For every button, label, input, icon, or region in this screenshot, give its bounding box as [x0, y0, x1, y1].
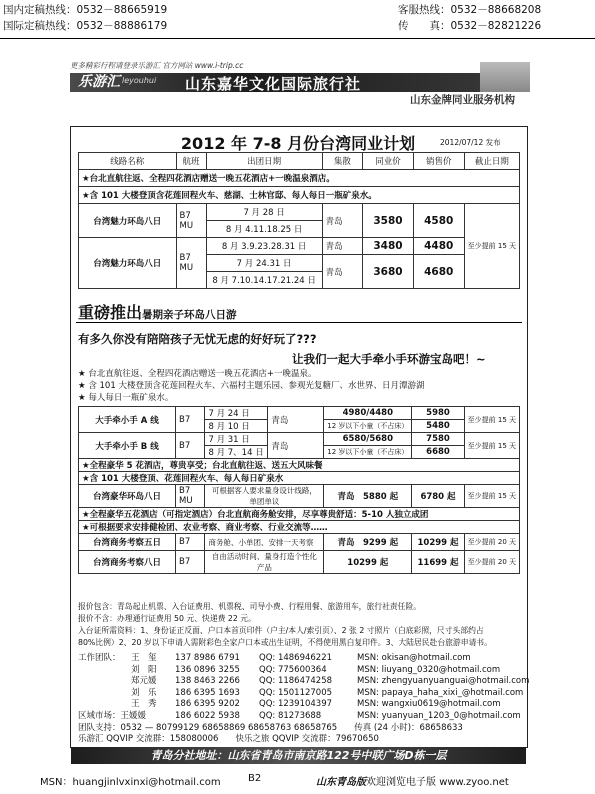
note-line: 80%比例）2、20 岁以下申请人需附彩色全家户口本或出生证明，不得使用黑白复印件。3、大陆居民赴台旅游申请书。 — [78, 638, 492, 647]
domestic-hotline — [3, 3, 167, 17]
intl-label: 国际定稿热线： — [3, 20, 77, 32]
contact-row — [131, 688, 523, 700]
contact-phone: 186 6395 1693 — [175, 687, 240, 698]
page-footer — [40, 773, 560, 788]
fax-line — [398, 19, 541, 33]
table-row — [79, 534, 520, 551]
business-note: ★全程豪华五花酒店（可指定酒店）台北直航商务舱安排，尽享尊贵舒适：5-10 人独立成团 — [79, 508, 520, 521]
table-row — [79, 238, 520, 255]
flight-code: MU — [179, 263, 194, 273]
retail-price: 6680 — [412, 446, 464, 459]
footer-right — [316, 773, 509, 788]
deadline: 至少提前 15 天 — [464, 433, 519, 459]
departure-date: 8 月 7、14 日 — [205, 446, 268, 459]
header-dates: 出团日期 — [206, 153, 322, 170]
domestic-phone: 0532－88665919 — [76, 4, 168, 16]
departure-date: 8 月 4.11.18.25 日 — [206, 221, 322, 238]
route-name: 台湾豪华环岛八日 — [79, 485, 176, 508]
welcome-text: 欢迎浏览电子版 — [366, 777, 436, 788]
route-name: 台湾魅力环岛八日 — [79, 204, 177, 238]
contact-msn: MSN: wangxiu0619@hotmail.com — [357, 699, 501, 709]
route-description — [205, 485, 324, 508]
service-hotline — [398, 3, 541, 17]
table-row — [79, 204, 520, 221]
flight-code: B7 — [176, 534, 205, 551]
contact-qq: QQ: 81273688 — [259, 711, 322, 721]
contact-row — [131, 653, 471, 665]
contact-row — [131, 699, 501, 711]
flight-code: B7 — [176, 407, 205, 433]
gather-city: 青岛 — [337, 538, 355, 548]
intl-hotline — [3, 19, 167, 33]
retail-price: 4480 — [413, 238, 464, 255]
contact-phone: 137 8986 6791 — [175, 653, 240, 663]
note-line: 报价不含：办理通行证费用 50 元、快递费 22 元。 — [78, 614, 256, 623]
promo-divider — [76, 322, 522, 323]
price-notes — [78, 601, 522, 649]
contact-qq: QQ: 1239104397 — [259, 699, 333, 709]
table-row — [79, 485, 520, 508]
peer-price: 10299 起 — [324, 551, 412, 574]
contact-msn: MSN: zhengyuanyuanguai@hotmail.com — [357, 676, 530, 686]
departure-date: 7 月 31 日 — [205, 433, 268, 446]
contact-qq: QQ: 1486946221 — [259, 653, 333, 663]
route-name: 台湾商务考察八日 — [79, 551, 176, 574]
page-number: B2 — [248, 773, 262, 784]
peer-price: 9299 起 — [363, 538, 399, 548]
table-row — [79, 551, 520, 574]
contact-name: 郑元媛 — [131, 676, 157, 686]
retail-price: 11699 起 — [412, 551, 464, 574]
contact-phone: 186 6022 5938 — [175, 711, 240, 721]
departure-date: 7 月 24 日 — [205, 407, 268, 420]
peer-price: 6580/5680 — [324, 433, 412, 446]
retail-price: 4680 — [413, 255, 464, 289]
deadline: 至少提前 15 天 — [464, 204, 519, 289]
promo-bullet: ★ 含 101 大楼登顶含花莲回程火车、六福村主题乐园、参观光复糖厂、水世界、日月潭游湖 — [78, 381, 425, 391]
contact-qq: QQ: 1186474258 — [259, 676, 333, 686]
contact-phone: 186 6395 9202 — [175, 699, 240, 709]
contact-row — [131, 676, 529, 688]
company-name: 山东嘉华文化国际旅行社 — [185, 75, 362, 93]
association-label: 山东金牌同业服务机构 — [410, 94, 515, 106]
description-line: 单团单议 — [249, 497, 280, 506]
peer-price: 3680 — [363, 255, 414, 289]
contact-name: 刘 阳 — [131, 664, 157, 675]
flight-codes — [176, 238, 206, 289]
route-name: 大手牵小手 B 线 — [79, 433, 176, 459]
header-city: 集散 — [322, 153, 362, 170]
qq-group-line: 乐游汇 QQVIP 交流群：158080006 快乐之旅 QQVIP 交流群：79670650 — [78, 734, 379, 744]
banner-tagline: 更多精彩行程请登录乐游汇 官方网站 www.i-trip.cc — [70, 61, 244, 70]
table-header-row — [79, 153, 520, 170]
group-support-line: 团队支持：0532 — 80799129 68658869 68658763 68658765 传真 (24 小时)：68658633 — [78, 722, 463, 733]
family-table — [78, 406, 520, 574]
contact-name: 刘 乐 — [131, 687, 157, 698]
peer-price-cell — [324, 485, 412, 508]
note-line: 入台证所需资料：1、身份证正反面、户口本首页印件（户主/本人/索引页）、2 张 2 寸照片（白底彩照，尺寸头部约占 — [78, 626, 484, 635]
header-divider — [0, 38, 595, 39]
business-note: ★可根据要求安排健检团、农业考察、商业考察、行业交流等…… — [79, 521, 520, 534]
promo-title: 重磅推出 — [78, 303, 143, 322]
peer-price-cell — [324, 534, 412, 551]
contact-block — [78, 653, 530, 746]
team-list — [78, 653, 530, 711]
temple-photo — [480, 62, 530, 92]
table-row — [79, 433, 520, 446]
contact-qq: QQ: 775600364 — [259, 664, 327, 675]
website-link[interactable]: www.zyoo.net — [439, 777, 509, 788]
flight-code: MU — [179, 220, 194, 231]
branch-address-bar: 青岛分社地址：山东省青岛市南京路122号中联广场D栋一层 — [71, 747, 526, 764]
gather-city: 青岛 — [322, 255, 362, 289]
header-route: 线路名称 — [79, 153, 177, 170]
contact-phone: 136 0896 3255 — [175, 664, 240, 675]
contact-qq: QQ: 1501127005 — [259, 687, 333, 698]
departure-date: 7 月 28 日 — [206, 204, 322, 221]
retail-price: 6780 起 — [412, 485, 464, 508]
header-retail-price: 销售价 — [413, 153, 464, 170]
route-description — [205, 551, 324, 574]
contact-name: 王 秀 — [131, 699, 157, 709]
gather-city: 青岛 — [337, 492, 355, 502]
flight-codes — [176, 204, 206, 238]
deadline: 至少提前 15 天 — [464, 485, 519, 508]
route-name: 台湾魅力环岛八日 — [79, 238, 177, 289]
contact-phone: 138 8463 2266 — [175, 676, 240, 686]
flight-code: MU — [179, 496, 193, 506]
header-deadline: 截止日期 — [464, 153, 519, 170]
departure-date: 8 月 7.10.14.17.21.24 日 — [206, 272, 322, 289]
company-banner — [70, 60, 525, 92]
route-description: 商务舱、小单团、安排一天考察 — [205, 534, 324, 551]
contact-msn: MSN: papaya_haha_xixi_@hotmail.com — [357, 687, 524, 698]
note-line: 报价包含：青岛起止机票、入台证费用、机票税、司导小费、行程用餐、旅游用车，旅行社责任险。 — [78, 602, 422, 611]
promo-answer: 让我们一起大手牵小手环游宝岛吧！~ — [292, 352, 486, 366]
description-line: 自由活动时间、量身打造个性化 — [211, 552, 317, 561]
deadline: 至少提前 20 天 — [464, 551, 519, 574]
header-peer-price: 同业价 — [363, 153, 414, 170]
flight-code: B7 — [176, 551, 205, 574]
fax-label: 传 真： — [398, 20, 451, 32]
gather-city: 青岛 — [268, 407, 324, 433]
route-name: 大手牵小手 A 线 — [79, 407, 176, 433]
page-title: 2012 年 7-8 月份台湾同业计划 — [180, 134, 416, 153]
deluxe-note: ★含 101 大楼登顶、花莲回程火车、每人每日矿泉水 — [79, 472, 520, 485]
flight-code: B7 — [179, 486, 191, 496]
child-note: 12 岁以下小童（不占床） — [324, 420, 412, 433]
description-line: 产品 — [256, 563, 272, 572]
brand-logo: 乐游汇 — [78, 74, 120, 90]
retail-price: 5980 — [412, 407, 464, 420]
retail-price: 7580 — [412, 433, 464, 446]
promo-bullet: ★ 每人每日一瓶矿泉水。 — [78, 393, 174, 403]
intl-phone: 0532－88886179 — [76, 20, 168, 32]
departure-date: 8 月 10 日 — [205, 420, 268, 433]
contact-row — [131, 665, 500, 677]
child-note: 12 岁以下小童（不占床） — [324, 446, 412, 459]
header-flight: 航班 — [176, 153, 206, 170]
deadline: 至少提前 15 天 — [464, 407, 519, 433]
gather-city: 青岛 — [322, 204, 362, 238]
promo-heading — [78, 300, 237, 323]
publish-date: 2012/07/12 发布 — [440, 138, 501, 147]
contact-msn: MSN: okisan@hotmail.com — [357, 653, 471, 663]
regional-contact — [78, 711, 524, 723]
team-label: 工作团队： — [78, 653, 121, 663]
deadline: 至少提前 20 天 — [464, 534, 519, 551]
regional-label: 区域市场：王媛媛 — [78, 711, 147, 721]
promo-bullets — [78, 368, 424, 404]
table-note-2: ★含 101 大楼登顶含花莲回程火车、慈湖、士林官邸、每人每日一瓶矿泉水。 — [79, 187, 520, 204]
peer-price: 3580 — [363, 204, 414, 238]
domestic-label: 国内定稿热线： — [3, 4, 77, 16]
peer-price: 3480 — [363, 238, 414, 255]
retail-price: 10299 起 — [412, 534, 464, 551]
gather-city: 青岛 — [322, 238, 362, 255]
deluxe-note: ★全程豪华 5 花酒店，尊贵享受；台北直航往返、送五大风味餐 — [79, 459, 520, 472]
retail-price: 4580 — [413, 204, 464, 238]
banner-bar — [70, 73, 525, 92]
promo-question: 有多久你没有陪陪孩子无忧无虑的好好玩了??? — [78, 332, 317, 346]
itinerary-table — [78, 152, 520, 289]
description-line: 可根据客人要求量身设计线路， — [211, 486, 317, 495]
flight-codes — [176, 485, 205, 508]
promo-bullet: ★ 台北直航往返、全程四花酒店赠送一晚五花酒店+一晚温泉。 — [78, 369, 317, 379]
footer-msn: MSN：huangjinlvxinxi@hotmail.com — [40, 777, 221, 788]
retail-price: 5480 — [412, 420, 464, 433]
brand-en: leyouhui — [122, 76, 157, 85]
fax-phone: 0532－82821226 — [450, 20, 542, 32]
flight-code: B7 — [179, 210, 191, 221]
promo-subtitle: 暑期亲子环岛八日游 — [142, 309, 237, 321]
service-label: 客服热线： — [398, 4, 451, 16]
route-name: 台湾商务考察五日 — [79, 534, 176, 551]
table-row — [79, 407, 520, 420]
flight-code: B7 — [179, 253, 191, 263]
peer-price: 4980/4480 — [324, 407, 412, 420]
peer-price: 5880 起 — [363, 492, 399, 502]
paper-edition: 山东青岛版 — [316, 777, 366, 788]
contact-name: 王 玺 — [131, 653, 157, 663]
contact-msn: MSN: yuanyuan_1203_0@hotmail.com — [357, 711, 521, 721]
gather-city: 青岛 — [268, 433, 324, 459]
service-phone: 0532－88668208 — [450, 4, 542, 16]
flight-code: B7 — [176, 433, 205, 459]
departure-date: 8 月 3.9.23.28.31 日 — [206, 238, 322, 255]
departure-date: 7 月 24.31 日 — [206, 255, 322, 272]
table-note-1: ★台北直航往返、全程四花酒店赠送一晚五花酒店+一晚温泉酒店。 — [79, 170, 520, 187]
contact-msn: MSN: liuyang_0320@hotmail.com — [357, 664, 501, 675]
